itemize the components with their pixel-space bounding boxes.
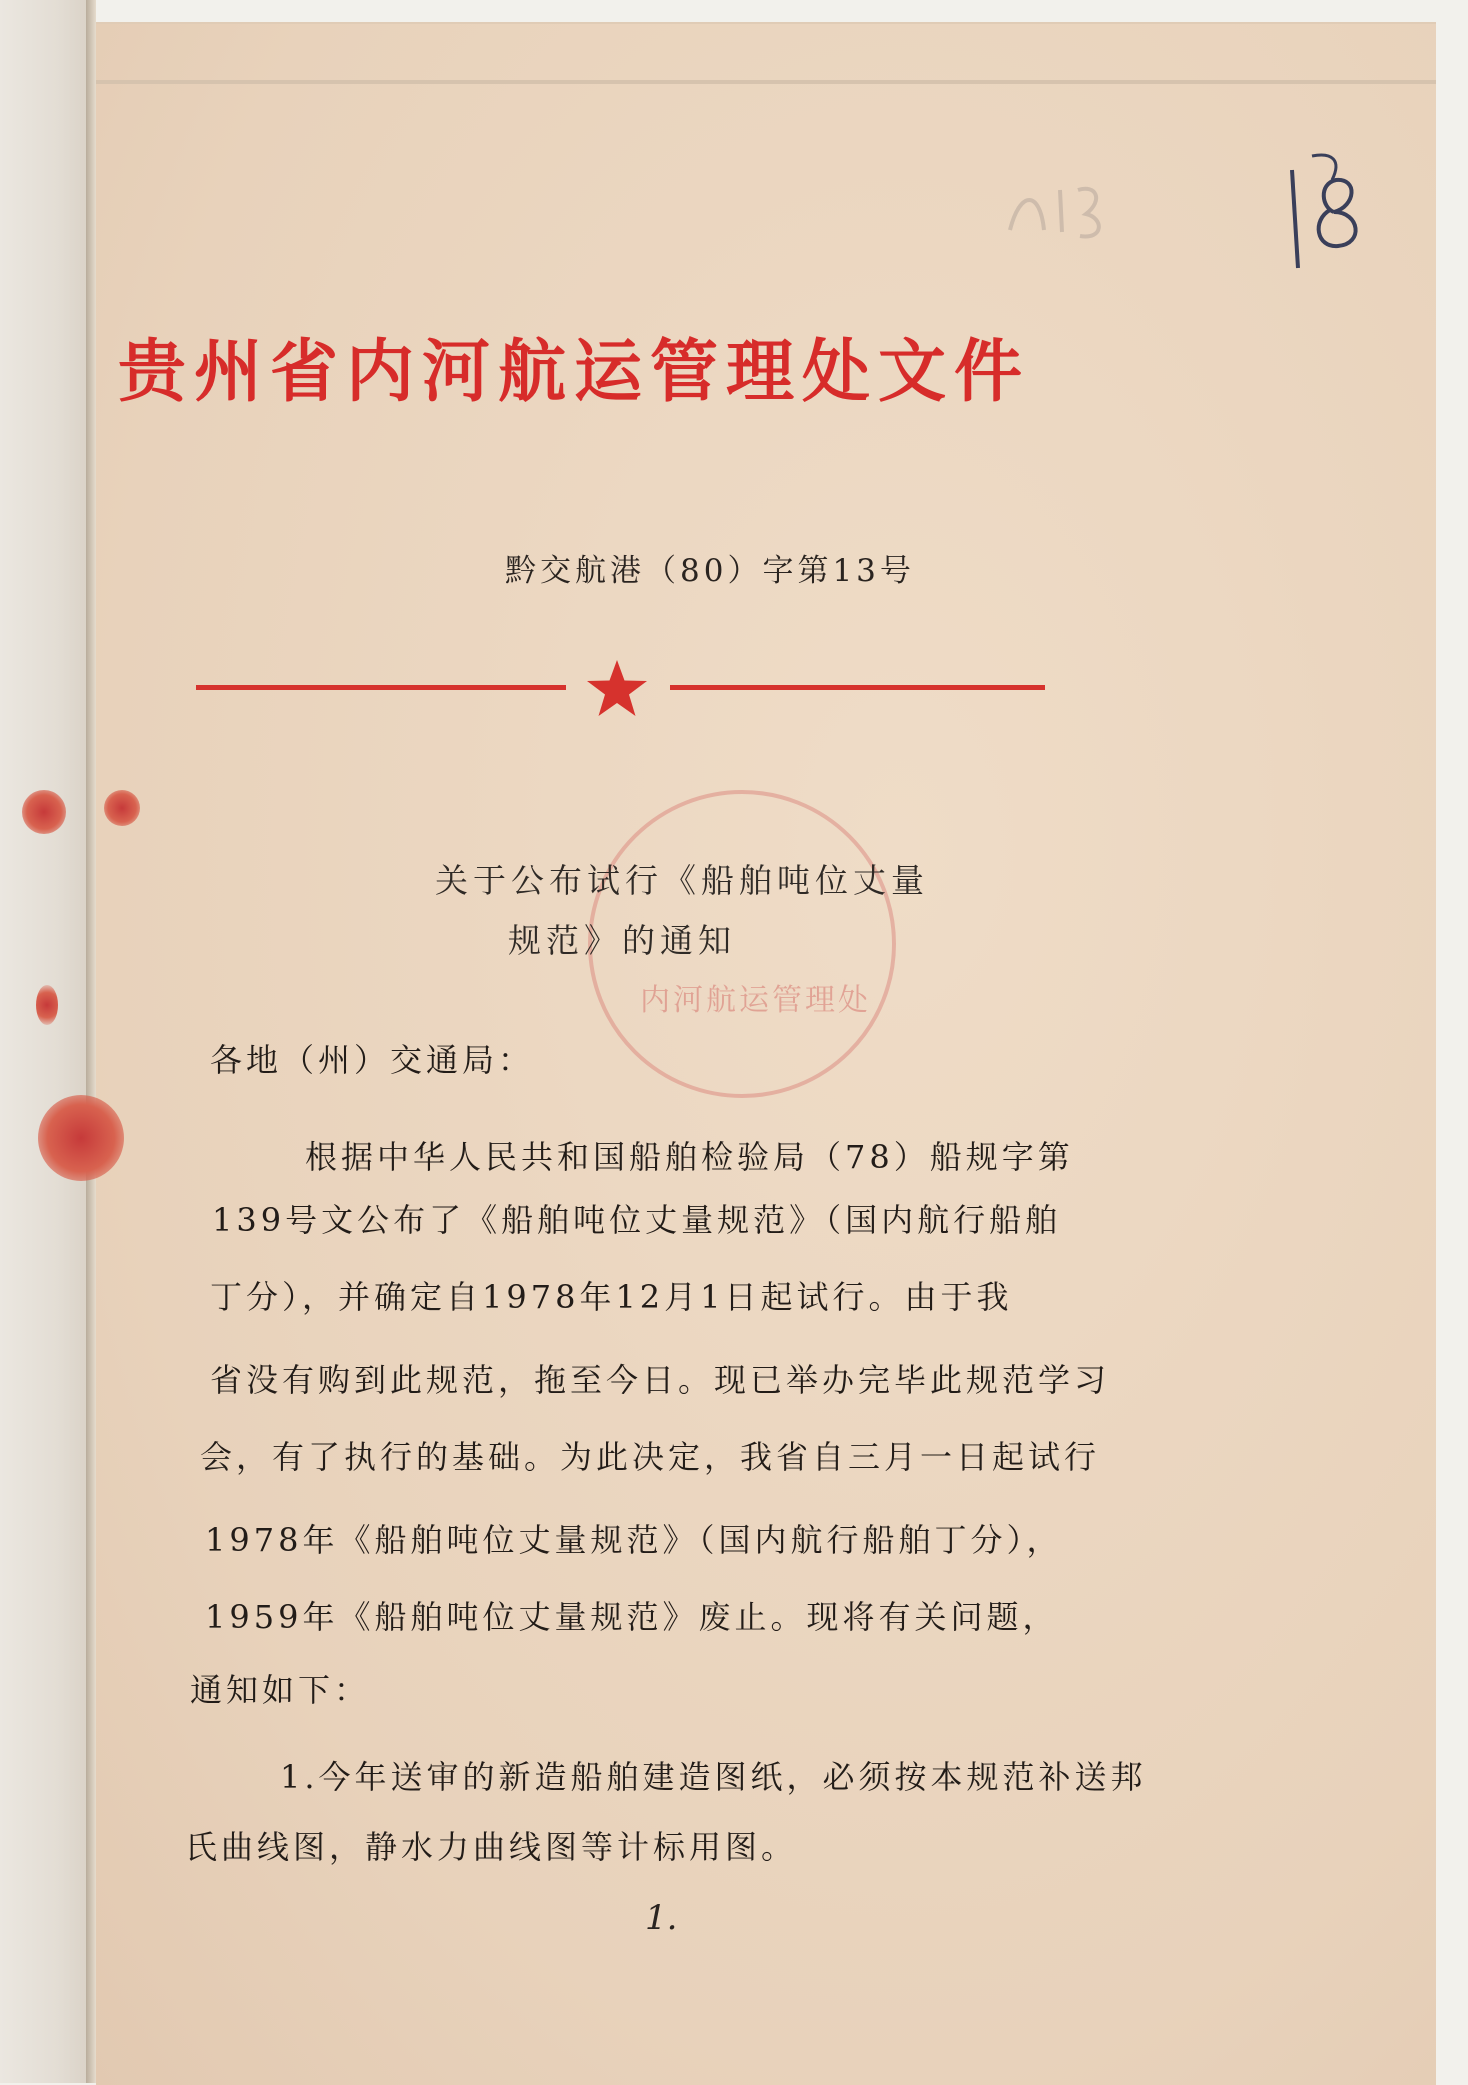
binding-edge xyxy=(86,0,96,2083)
body-line: 会，有了执行的基础。为此决定，我省自三月一日起试行 xyxy=(200,1438,1101,1476)
document-number: 黔交航港（80）字第13号 xyxy=(505,553,915,589)
body-line: 通知如下： xyxy=(190,1671,371,1709)
seal-text: 内河航运管理处 xyxy=(640,983,871,1018)
body-line: 1978年《船舶吨位丈量规范》（国内航行船舶丁分）， xyxy=(205,1521,1063,1559)
red-blot xyxy=(36,985,58,1025)
notice-title-line1: 关于公布试行《船舶吨位丈量 xyxy=(435,861,929,900)
underlying-page xyxy=(0,0,96,2083)
body-line: 省没有购到此规范，拖至今日。现已举办完毕此规范学习 xyxy=(210,1361,1111,1399)
salutation: 各地（州）交通局： xyxy=(210,1041,535,1079)
faint-pencil-mark xyxy=(1000,170,1120,250)
body-line: 根据中华人民共和国船舶检验局（78）船规字第 xyxy=(305,1138,1074,1176)
star-icon xyxy=(586,660,648,716)
red-blot xyxy=(104,790,140,826)
body-line: 139号文公布了《船舶吨位丈量规范》（国内航行船舶 xyxy=(212,1201,1062,1239)
body-line: 丁分），并确定自1978年12月1日起试行。由于我 xyxy=(210,1278,1013,1316)
item-1-line2: 氏曲线图，静水力曲线图等计标用图。 xyxy=(185,1828,798,1866)
red-blot xyxy=(22,790,66,834)
body-line: 1959年《船舶吨位丈量规范》废止。现将有关问题， xyxy=(205,1598,1059,1636)
header-divider-right xyxy=(670,685,1045,690)
item-1-line1: 1.今年送审的新造船舶建造图纸，必须按本规范补送邦 xyxy=(280,1758,1147,1796)
handwritten-archive-number xyxy=(1272,150,1382,300)
page-number: 1. xyxy=(645,1898,678,1938)
red-blot xyxy=(38,1095,124,1181)
header-divider-left xyxy=(196,685,566,690)
sheet-fold xyxy=(96,80,1436,84)
document-header-title: 贵州省内河航运管理处文件 xyxy=(118,333,1031,412)
notice-title-line2: 规范》的通知 xyxy=(508,921,736,960)
